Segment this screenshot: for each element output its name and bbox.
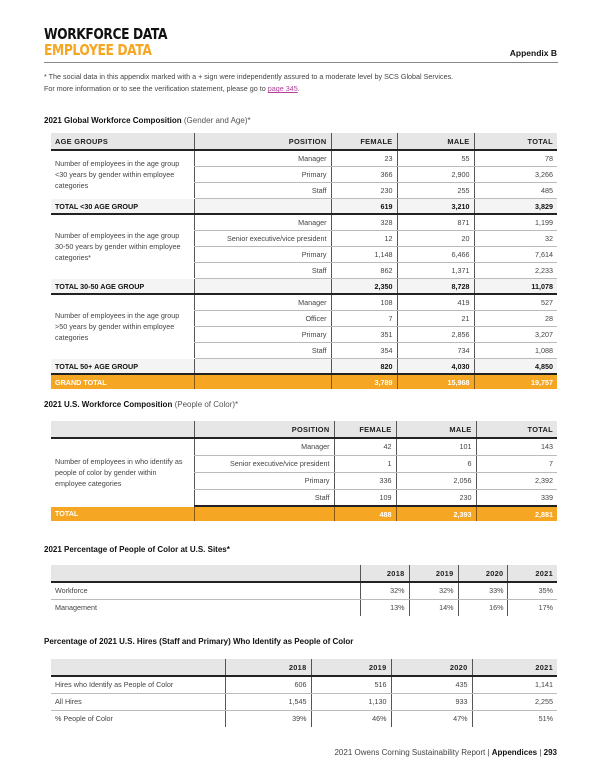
- table3-title: 2021 Percentage of People of Color at U.S. Sites*: [44, 545, 230, 554]
- table-row: [51, 214, 557, 231]
- male-cell: 6,466: [397, 247, 474, 263]
- table-header-row: [51, 133, 557, 150]
- value-cell: 1,141: [472, 676, 557, 693]
- total-row: [51, 506, 557, 521]
- total-cell: 1,088: [474, 343, 557, 359]
- value-cell: 46%: [311, 710, 391, 727]
- header-divider: [44, 62, 558, 63]
- table-header-row: [51, 659, 557, 676]
- value-cell: 39%: [225, 710, 311, 727]
- col-header: POSITION: [194, 133, 331, 150]
- value-cell: 13%: [360, 599, 409, 616]
- table2-title-sub: (People of Color)*: [174, 400, 239, 409]
- value-cell: 35%: [508, 582, 557, 599]
- col-header: 2020: [458, 565, 508, 582]
- position-cell: Primary: [194, 247, 331, 263]
- female-cell: 3,789: [331, 374, 397, 389]
- footer-section-link[interactable]: Appendices: [491, 748, 538, 757]
- position-cell: Primary: [194, 327, 331, 343]
- female-cell: 336: [334, 472, 396, 489]
- total-cell: 3,207: [474, 327, 557, 343]
- col-header: MALE: [396, 421, 476, 438]
- female-cell: 2,350: [331, 279, 397, 295]
- group-description: Number of employees in the age group <30 years by gender within employee categories: [51, 150, 194, 199]
- empty-cell: [194, 359, 331, 375]
- row-label: % People of Color: [55, 714, 113, 724]
- male-cell: 734: [397, 343, 474, 359]
- table-row: [51, 599, 557, 616]
- table-header-row: [51, 421, 557, 438]
- female-cell: 328: [331, 214, 397, 231]
- table1-title-sub: (Gender and Age)*: [183, 116, 251, 125]
- group-description: Number of employees in who identify as people of color by gender within employee categories: [51, 438, 194, 506]
- male-cell: 101: [396, 438, 476, 455]
- col-header: POSITION: [194, 421, 334, 438]
- col-header: TOTAL: [474, 133, 557, 150]
- female-cell: 619: [331, 199, 397, 215]
- subtotal-label: TOTAL <30 AGE GROUP: [51, 199, 194, 215]
- total-cell: 7: [476, 455, 557, 472]
- male-cell: 2,856: [397, 327, 474, 343]
- empty-cell: [194, 506, 334, 521]
- note-text: For more information or to see the verification statement, please go to: [44, 84, 268, 93]
- female-cell: 488: [334, 506, 396, 521]
- col-header: FEMALE: [334, 421, 396, 438]
- table-row: [51, 438, 557, 455]
- female-cell: 23: [331, 150, 397, 167]
- table2-title-main: 2021 U.S. Workforce Composition: [44, 400, 173, 409]
- position-cell: Staff: [194, 263, 331, 279]
- position-cell: Manager: [194, 150, 331, 167]
- total-cell: 3,266: [474, 167, 557, 183]
- value-cell: 17%: [508, 599, 557, 616]
- total-cell: 11,078: [474, 279, 557, 295]
- col-header: [51, 659, 225, 676]
- total-cell: 4,850: [474, 359, 557, 375]
- female-cell: 1,148: [331, 247, 397, 263]
- total-cell: 527: [474, 294, 557, 311]
- female-cell: 354: [331, 343, 397, 359]
- col-header: FEMALE: [331, 133, 397, 150]
- total-cell: 19,757: [474, 374, 557, 389]
- male-cell: 255: [397, 183, 474, 199]
- male-cell: 8,728: [397, 279, 474, 295]
- col-header: [51, 421, 194, 438]
- table2-title: [44, 400, 238, 409]
- position-cell: Primary: [194, 472, 334, 489]
- value-cell: 14%: [409, 599, 458, 616]
- global-workforce-table: [51, 133, 557, 389]
- table-row: [51, 582, 557, 599]
- total-cell: 78: [474, 150, 557, 167]
- table1-title: [44, 116, 251, 125]
- us-poc-workforce-table: [51, 421, 557, 521]
- col-header: 2021: [472, 659, 557, 676]
- male-cell: 3,210: [397, 199, 474, 215]
- hires-poc-table: [51, 659, 557, 727]
- note-end: .: [297, 84, 300, 93]
- page-number: 293: [543, 748, 557, 757]
- female-cell: 109: [334, 489, 396, 506]
- value-cell: 516: [311, 676, 391, 693]
- total-cell: 339: [476, 489, 557, 506]
- col-header: 2019: [409, 565, 458, 582]
- male-cell: 55: [397, 150, 474, 167]
- col-header: 2020: [391, 659, 472, 676]
- table-header-row: [51, 565, 557, 582]
- row-label: Hires who Identify as People of Color: [51, 676, 225, 693]
- subtotal-row: [51, 359, 557, 375]
- empty-cell: [194, 279, 331, 295]
- male-cell: 871: [397, 214, 474, 231]
- poc-percentage-table: [51, 565, 557, 616]
- male-cell: 21: [397, 311, 474, 327]
- table-row: [51, 693, 557, 710]
- col-header: 2018: [225, 659, 311, 676]
- total-cell: 3,829: [474, 199, 557, 215]
- total-cell: 7,614: [474, 247, 557, 263]
- group-description: Number of employees in the age group 30-50 years by gender within employee categories*: [51, 214, 194, 279]
- male-cell: 20: [397, 231, 474, 247]
- female-cell: 351: [331, 327, 397, 343]
- total-cell: 2,233: [474, 263, 557, 279]
- subtotal-label: TOTAL 50+ AGE GROUP: [51, 359, 194, 375]
- note-line-1: * The social data in this appendix marked with a + sign were independently assured to a moderate level by SCS Global Services.: [44, 72, 454, 81]
- page-title: WORKFORCE DATA: [44, 25, 168, 43]
- female-cell: 12: [331, 231, 397, 247]
- total-cell: 1,199: [474, 214, 557, 231]
- value-cell: 2,255: [472, 693, 557, 710]
- empty-cell: [194, 374, 331, 389]
- note-line-2: [44, 83, 564, 95]
- male-cell: 6: [396, 455, 476, 472]
- row-label: Workforce: [51, 582, 360, 599]
- table-row: [51, 294, 557, 311]
- table-row: [51, 710, 557, 727]
- position-cell: Primary: [194, 167, 331, 183]
- male-cell: 1,371: [397, 263, 474, 279]
- female-cell: 108: [331, 294, 397, 311]
- footer-sep: |: [537, 748, 544, 757]
- total-cell: 28: [474, 311, 557, 327]
- male-cell: 4,030: [397, 359, 474, 375]
- position-cell: Manager: [194, 294, 331, 311]
- total-cell: 2,881: [476, 506, 557, 521]
- position-cell: Staff: [194, 183, 331, 199]
- value-cell: 47%: [391, 710, 472, 727]
- grand-total-row: [51, 374, 557, 389]
- value-cell: 933: [391, 693, 472, 710]
- value-cell: 1,130: [311, 693, 391, 710]
- total-label: TOTAL: [51, 506, 194, 521]
- position-cell: Officer: [194, 311, 331, 327]
- value-cell: 16%: [458, 599, 508, 616]
- subtotal-label: TOTAL 30-50 AGE GROUP: [51, 279, 194, 295]
- col-header: MALE: [397, 133, 474, 150]
- female-cell: 862: [331, 263, 397, 279]
- female-cell: 366: [331, 167, 397, 183]
- page-subtitle: EMPLOYEE DATA: [44, 41, 152, 59]
- empty-cell: [194, 199, 331, 215]
- row-label: All Hires: [51, 693, 225, 710]
- grand-total-label: GRAND TOTAL: [51, 374, 194, 389]
- footer-report: 2021 Owens Corning Sustainability Report |: [334, 748, 492, 757]
- page-footer: [334, 748, 557, 757]
- table-row: [51, 676, 557, 693]
- male-cell: 2,393: [396, 506, 476, 521]
- position-cell: Manager: [194, 214, 331, 231]
- value-cell: 33%: [458, 582, 508, 599]
- total-cell: 143: [476, 438, 557, 455]
- group-description: Number of employees in the age group >50 years by gender within employee categories: [51, 294, 194, 359]
- position-cell: Staff: [194, 343, 331, 359]
- total-cell: 485: [474, 183, 557, 199]
- female-cell: 42: [334, 438, 396, 455]
- subtotal-row: [51, 279, 557, 295]
- appendix-label: Appendix B: [509, 48, 557, 58]
- col-header: 2021: [508, 565, 557, 582]
- male-cell: 15,968: [397, 374, 474, 389]
- male-cell: 2,900: [397, 167, 474, 183]
- male-cell: 230: [396, 489, 476, 506]
- position-cell: Senior executive/vice president: [194, 455, 334, 472]
- male-cell: 2,056: [396, 472, 476, 489]
- col-header: TOTAL: [476, 421, 557, 438]
- value-cell: 606: [225, 676, 311, 693]
- value-cell: 435: [391, 676, 472, 693]
- page-link[interactable]: page 345: [267, 84, 298, 93]
- table4-title: Percentage of 2021 U.S. Hires (Staff and Primary) Who Identify as People of Color: [44, 637, 354, 646]
- position-cell: Senior executive/vice president: [194, 231, 331, 247]
- female-cell: 820: [331, 359, 397, 375]
- col-header: 2018: [360, 565, 409, 582]
- value-cell: 51%: [472, 710, 557, 727]
- position-cell: Staff: [194, 489, 334, 506]
- total-cell: 2,392: [476, 472, 557, 489]
- value-cell: 32%: [409, 582, 458, 599]
- row-label: Management: [55, 603, 97, 613]
- female-cell: 7: [331, 311, 397, 327]
- col-header: [51, 565, 360, 582]
- table1-title-main: 2021 Global Workforce Composition: [44, 116, 182, 125]
- col-header: 2019: [311, 659, 391, 676]
- value-cell: 32%: [360, 582, 409, 599]
- value-cell: 1,545: [225, 693, 311, 710]
- female-cell: 1: [334, 455, 396, 472]
- assurance-note: [44, 71, 564, 95]
- position-cell: Manager: [194, 438, 334, 455]
- male-cell: 419: [397, 294, 474, 311]
- total-cell: 32: [474, 231, 557, 247]
- subtotal-row: [51, 199, 557, 215]
- female-cell: 230: [331, 183, 397, 199]
- table-row: [51, 150, 557, 167]
- col-header: AGE GROUPS: [51, 133, 194, 150]
